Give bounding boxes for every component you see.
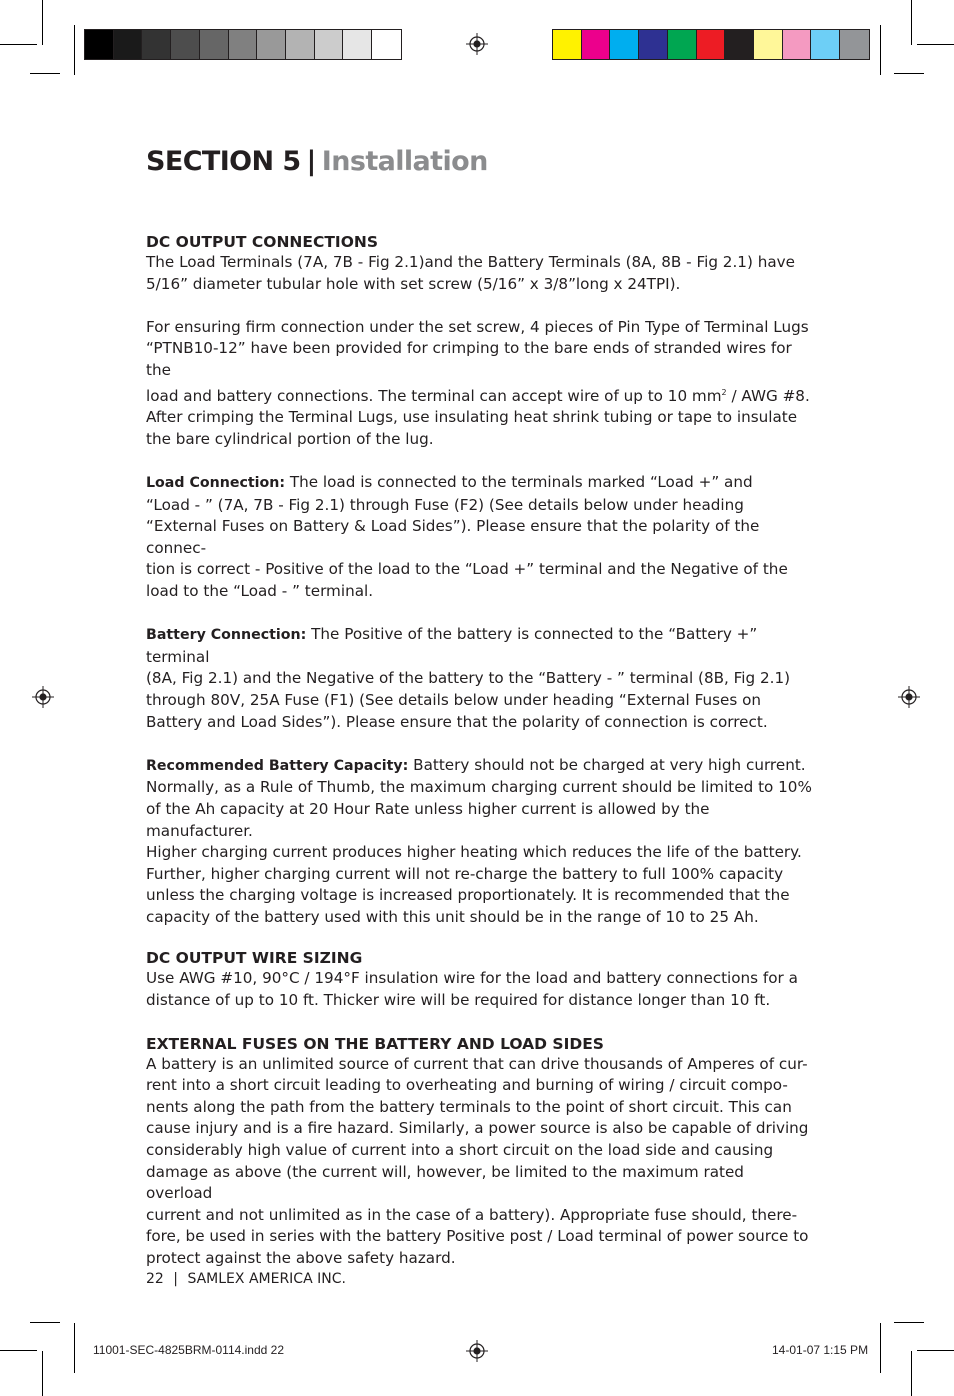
heading-external-fuses: EXTERNAL FUSES ON THE BATTERY AND LOAD SIDES — [146, 1034, 604, 1053]
page-number: 22 — [146, 1271, 164, 1287]
title-separator: | — [306, 146, 316, 177]
color-swatch — [840, 30, 869, 59]
section-topic: Installation — [321, 146, 488, 177]
gray-swatch — [257, 30, 286, 59]
color-swatch — [668, 30, 697, 59]
paragraph-terminals: The Load Terminals (7A, 7B - Fig 2.1)and the Battery Terminals (8A, 8B - Fig 2.1) have 5/16” diameter tubular hole with set screw (5/16” x 3/8”long x 24TPI). — [146, 253, 795, 293]
registration-mark-icon — [466, 1340, 488, 1362]
color-swatch — [639, 30, 668, 59]
gray-swatch — [315, 30, 344, 59]
slug-date: 14-01-07 1:15 PM — [772, 1343, 869, 1357]
paragraph-battery-connection: Battery Connection: The Positive of the battery is connected to the “Battery +” terminal (8A, Fig 2.1) and the Negative of the battery to the “Battery - ” terminal (8B, Fig 2.1) through 80V, 25A Fuse (F1) (See details below under heading “External Fuses on Battery and Load Sides”). Please ensure that the polarity of connection is correct. — [146, 625, 791, 731]
section-label: SECTION 5 — [146, 146, 301, 177]
color-swatch — [811, 30, 840, 59]
color-bar — [552, 29, 870, 60]
page-content — [146, 232, 812, 1270]
gray-swatch — [114, 30, 143, 59]
color-swatch — [553, 30, 582, 59]
paragraph-external-fuses: A battery is an unlimited source of current that can drive thousands of Amperes of cur- rent into a short circuit leading to overheating and burning of wiring / circuit compo- nents along the path from the battery terminals to the point of short circuit. This can cause injury and is a fire hazard. Similarly, a power source is also be capable of driving considerably high value of current into a short circuit on the load side and causing damage as above (the current will, however, be limited to the maximum rated overload current and not unlimited as in the case of a battery). Appropriate fuse should, there- fore, be used in series with the battery Positive post / Load terminal of power source to protect against the above safety hazard. — [146, 1054, 809, 1267]
paragraph-wire-sizing: Use AWG #10, 90°C / 194°F insulation wire for the load and battery connections for a distance of up to 10 ft. Thicker wire will be required for distance longer than 10 ft. — [146, 969, 798, 1010]
page-title — [146, 146, 488, 177]
gray-swatch — [171, 30, 200, 59]
page-footer — [146, 1271, 346, 1287]
gray-swatch — [85, 30, 114, 59]
paragraph-load-connection: Load Connection: The load is connected to the terminals marked “Load +” and “Load - ” (7A, 7B - Fig 2.1) through Fuse (F2) (See details below under heading “External Fuses on Battery & Load Sides”). Please ensure that the polarity of the connec- tion is correct - Positive of the load to the “Load +” terminal and the Negative of the load to the “Load - ” terminal. — [146, 473, 788, 600]
gray-swatch — [229, 30, 258, 59]
battery-capacity-label: Recommended Battery Capacity: — [146, 757, 409, 774]
color-swatch — [697, 30, 726, 59]
load-connection-label: Load Connection: — [146, 475, 286, 491]
footer-separator: | — [173, 1271, 178, 1287]
color-swatch — [582, 30, 611, 59]
gray-swatch — [372, 30, 401, 59]
heading-dc-output-wire-sizing: DC OUTPUT WIRE SIZING — [146, 949, 363, 968]
color-swatch — [725, 30, 754, 59]
registration-mark-icon — [466, 33, 488, 55]
paragraph-terminal-lugs: For ensuring firm connection under the set screw, 4 pieces of Pin Type of Terminal Lugs “PTNB10-12” have been provided for crimping to the bare ends of stranded wires for the load and battery connections. The terminal can accept wire of up to 10 $mm^2$ / AWG #8. After crimping the Terminal Lugs, use insulating heat shrink tubing or tape to insulate the bare cylindrical portion of the lug. — [146, 317, 810, 448]
registration-mark-icon — [32, 686, 54, 708]
gray-swatch — [200, 30, 229, 59]
color-swatch — [610, 30, 639, 59]
slug-filename: 11001-SEC-4825BRM-0114.indd 22 — [93, 1343, 285, 1357]
gray-swatch — [286, 30, 315, 59]
company-name: SAMLEX AMERICA INC. — [187, 1271, 346, 1287]
color-swatch — [754, 30, 783, 59]
registration-mark-icon — [898, 686, 920, 708]
grayscale-bar — [84, 29, 402, 60]
paragraph-battery-capacity: Recommended Battery Capacity: Battery should not be charged at very high current. Normally, as a Rule of Thumb, the maximum charging current should be limited to 10% of the Ah capacity at 20 Hour Rate unless higher current is allowed by the manufacturer. Higher charging current produces higher heating which reduces the life of the battery. Further, higher charging current will not re-charge the battery to full 100% capacity unless the charging voltage is increased proportionately. It is recommended that the capacity of the battery used with this unit should be in the range of 10 to 25 Ah. — [146, 755, 812, 926]
color-swatch — [783, 30, 812, 59]
gray-swatch — [343, 30, 372, 59]
gray-swatch — [142, 30, 171, 59]
battery-connection-label: Battery Connection: — [146, 627, 307, 644]
heading-dc-output-connections: DC OUTPUT CONNECTIONS — [146, 233, 379, 251]
